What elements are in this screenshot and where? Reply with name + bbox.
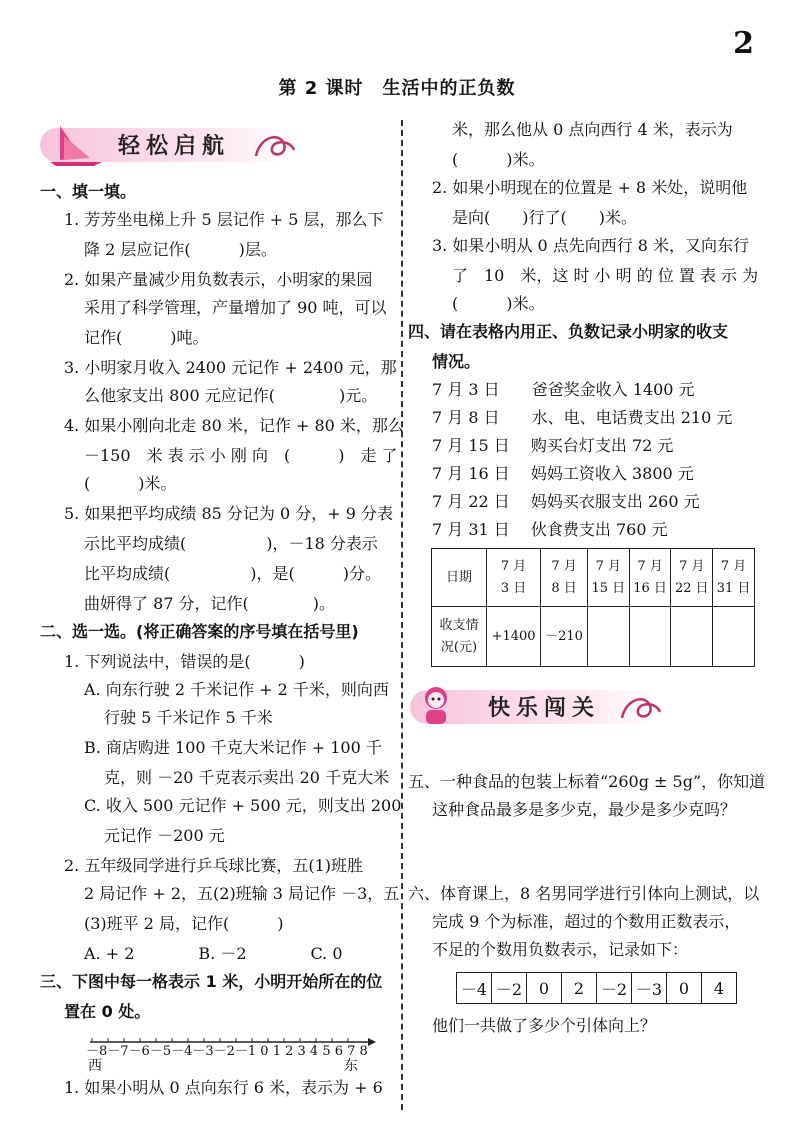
text-line: 曲妍得了 87 分，记作( )。 — [84, 594, 336, 613]
text-line: 3. 如果小明从 0 点先向西行 8 米，又向东行 — [432, 236, 750, 255]
text-line: 置在 0 处。 — [64, 1002, 151, 1021]
text-line: 示比平均成绩( )，－18 分表示 — [84, 534, 378, 553]
record-cell: －2 — [492, 973, 527, 1004]
ledger-value-cell[interactable] — [587, 607, 629, 667]
ledger-value-cell[interactable]: +1400 — [487, 607, 541, 667]
text-line: 了 10 米，这 时 小 明 的 位 置 表 示 为 — [452, 266, 759, 285]
banner-happy-challenge — [410, 684, 662, 728]
text-line: 不足的个数用负数表示，记录如下： — [432, 940, 689, 959]
ledger-date-cell: 7 月 31 日 — [713, 549, 755, 607]
text-line: B. 商店购进 100 千克大米记作 + 100 千 — [84, 738, 382, 757]
text-line: 记作( )吨。 — [84, 328, 209, 347]
ledger-date-cell: 7 月 16 日 — [629, 549, 671, 607]
text-line: 1. 芳芳坐电梯上升 5 层记作 + 5 层，那么下 — [64, 210, 384, 229]
page-title: 第 2 课时 生活中的正负数 — [278, 78, 516, 99]
text-line: 采用了科学管理，产量增加了 90 吨，可以 — [84, 298, 387, 317]
text-line: 4. 如果小刚向北走 80 米，记作 + 80 米，那么 — [64, 416, 404, 435]
number-line-ticks: －8－7－6－5－4－3－2－1 0 1 2 3 4 5 6 7 8 — [86, 1044, 368, 1059]
text-line: A. 向东行驶 2 千米记作 + 2 千米，则向西 — [84, 680, 389, 699]
text-line: 六、体育课上，8 名男同学进行引体向上测试，以 — [408, 884, 760, 903]
text-line: 2. 五年级同学进行乒乓球比赛，五(1)班胜 — [64, 856, 364, 875]
text-line: 降 2 层应记作( )层。 — [84, 240, 277, 259]
text-line: 五、一种食品的包装上标着“260g ± 5g”，你知道 — [408, 772, 766, 791]
text-line: ( )米。 — [452, 150, 545, 169]
ledger-date-cell: 7 月 3 日 — [487, 549, 541, 607]
ledger-header-label: 日期 — [432, 549, 487, 607]
ledger-value-cell[interactable] — [671, 607, 713, 667]
text-line: ( )米。 — [84, 474, 177, 493]
text-line: 7 月 22 日 妈妈买衣服支出 260 元 — [432, 492, 700, 511]
banner-easy-start-text: 轻松启航 — [118, 133, 231, 159]
text-line: A. + 2 B. －2 C. 0 — [84, 944, 343, 963]
pullup-record-table — [456, 972, 737, 1004]
text-line: 7 月 15 日 购买台灯支出 72 元 — [432, 436, 674, 455]
text-line: C. 收入 500 元记作 + 500 元，则支出 200 — [84, 796, 402, 815]
text-line: 2. 如果小明现在的位置是 + 8 米处，说明他 — [432, 178, 748, 197]
text-line: 二、选一选。(将正确答案的序号填在括号里) — [40, 622, 359, 641]
east-label: 东 — [344, 1058, 358, 1074]
ledger-row-label: 收支情 况(元) — [432, 607, 487, 667]
ledger-table — [431, 548, 755, 667]
text-line: (3)班平 2 局，记作( ) — [84, 914, 284, 933]
column-divider — [401, 120, 403, 1110]
record-cell: －3 — [632, 973, 667, 1004]
record-cell: 0 — [667, 973, 702, 1004]
ledger-value-cell[interactable] — [629, 607, 671, 667]
text-line: 7 月 31 日 伙食费支出 760 元 — [432, 520, 668, 539]
text-line: 1. 如果小明从 0 点向东行 6 米，表示为 + 6 — [64, 1078, 383, 1097]
text-line: 四、请在表格内用正、负数记录小明家的收支 — [408, 322, 729, 341]
text-line: 三、下图中每一格表示 1 米，小明开始所在的位 — [40, 972, 383, 991]
ledger-value-cell[interactable]: －210 — [541, 607, 588, 667]
text-line: 2. 如果产量减少用负数表示，小明家的果园 — [64, 270, 373, 289]
text-line: 是向( )行了( )米。 — [452, 208, 637, 227]
text-line: －150 米 表 示 小 刚 向 ( ) 走 了 — [84, 446, 398, 465]
text-line: 完成 9 个为标准，超过的个数用正数表示， — [432, 912, 741, 931]
ledger-date-cell: 7 月 15 日 — [587, 549, 629, 607]
banner-happy-challenge-text: 快乐闯关 — [488, 695, 601, 721]
text-line: 7 月 8 日 水、电、电话费支出 210 元 — [432, 408, 733, 427]
text-line: 行驶 5 千米记作 5 千米 — [104, 708, 273, 727]
record-cell: 2 — [562, 973, 597, 1004]
text-line: ( )米。 — [452, 294, 545, 313]
text-line: 7 月 3 日 爸爸奖金收入 1400 元 — [432, 380, 695, 399]
text-line: 克，则 －20 千克表示卖出 20 千克大米 — [104, 768, 390, 787]
ledger-value-cell[interactable] — [713, 607, 755, 667]
text-line: 比平均成绩( )，是( )分。 — [84, 564, 381, 583]
west-label: 西 — [88, 1058, 102, 1074]
text-line: 1. 下列说法中，错误的是( ) — [64, 652, 305, 671]
ledger-date-row — [432, 549, 755, 607]
swirl-icon — [250, 126, 298, 164]
page-number: 2 — [733, 26, 754, 61]
text-line: 5. 如果把平均成绩 85 分记为 0 分，+ 9 分表 — [64, 504, 393, 523]
text-line: 米，那么他从 0 点向西行 4 米，表示为 — [452, 120, 733, 139]
ledger-date-cell: 7 月 8 日 — [541, 549, 588, 607]
question-six-ask: 他们一共做了多少个引体向上？ — [432, 1016, 657, 1035]
ledger-date-cell: 7 月 22 日 — [671, 549, 713, 607]
banner-easy-start — [40, 122, 296, 166]
text-line: 元记作 －200 元 — [104, 826, 225, 845]
record-cell: 0 — [527, 973, 562, 1004]
text-line: 3. 小明家月收入 2400 元记作 + 2400 元，那 — [64, 358, 397, 377]
sailboat-icon — [42, 122, 112, 166]
ledger-value-row — [432, 607, 755, 667]
text-line: 一、填一填。 — [40, 182, 137, 201]
text-line: 么他家支出 800 元应记作( )元。 — [84, 386, 378, 405]
cartoon-kid-icon — [410, 684, 470, 728]
text-line: 这种食品最多是多少克，最少是多少克吗？ — [432, 800, 737, 819]
record-cell: －2 — [597, 973, 632, 1004]
swirl-icon — [616, 688, 664, 726]
text-line: 2 局记作 + 2，五(2)班输 3 局记作 －3，五 — [84, 884, 400, 903]
record-cell: 4 — [702, 973, 737, 1004]
text-line: 7 月 16 日 妈妈工资收入 3800 元 — [432, 464, 694, 483]
record-cell: －4 — [457, 973, 492, 1004]
text-line: 情况。 — [432, 352, 481, 371]
